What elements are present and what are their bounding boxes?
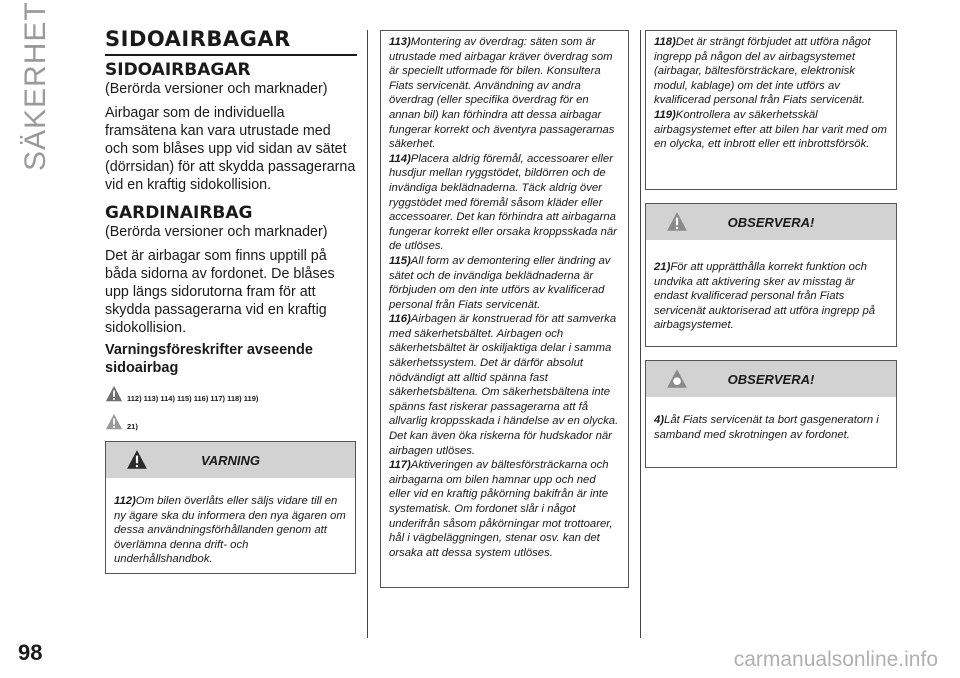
note-number: 118): [654, 36, 676, 48]
caution-box-header: [646, 361, 896, 397]
note-item: [646, 108, 896, 152]
affected-versions-2: (Berörda versioner och marknader): [105, 224, 328, 240]
caution-item: [646, 260, 896, 333]
column-divider: [367, 30, 368, 638]
note-text: Det är strängt förbjudet att utföra något ingrepp på någon del av airbagsystemet (airbagar, bältesförsträckare, elektronisk modul, kablage) om det inte utförs av kvalificerad personal från Fiats servicenät.: [654, 36, 871, 107]
note-text: Kontrollera av säkerhetsskäl airbagsystemet efter att bilen har varit med om en olycka, ett inbrott eller ett inbrottsförsök.: [654, 108, 887, 151]
curtain-airbag-paragraph: Det är airbagar som finns upptill på båda sidorna av fordonet. De blåses upp längs sidorutorna fram för att skydda passagerarna vid en kraftig sidokollision.: [105, 248, 335, 336]
note-item: [381, 312, 628, 458]
page-title: SIDOAIRBAGAR: [105, 28, 357, 56]
subtitle-curtain-airbag: GARDINAIRBAG: [105, 203, 253, 223]
section-label: [16, 1, 56, 171]
note-item: [646, 35, 896, 108]
note-item: [381, 152, 628, 254]
note-number: 119): [654, 108, 676, 121]
warning-item-text: Om bilen överlåts eller säljs vidare till en ny ägare ska du informera den nya ägaren om dessa användningsförhållanden genom att överlämna denna drift- och underhållshandbok.: [114, 495, 346, 566]
note-item: [381, 35, 628, 152]
note-number: 115): [389, 254, 411, 267]
caution-box-2: [645, 360, 897, 468]
warning-item-number: 112): [114, 495, 136, 507]
note-text: Montering av överdrag: säten som är utrustade med airbagar kräver överdrag som är speciellt utformade för bilen. Konsultera Fiats servicenät. Användning av andra överdrag (eller specifika överdrag för en annan bil) kan förhindra att dessa airbagar fungerar korrekt och äventyra passagerarnas säkerhet.: [389, 36, 615, 151]
warning-triangle-icon: [105, 385, 123, 403]
note-text: Airbagen är konstruerad för att samverka med säkerhetsbältet. Airbagen och säkerhetsbältet är oskiljaktiga delar i samma säkerhetssystem. Det är därför absolut nödvändigt att alltid spänna fast säkerhetsbältena. Om säkerhetsbältena inte spänns fast riskerar passagerarna att få allvarlig kroppsskada i händelse av en olycka. Det kan även öka riskerna för hudskador när airbagen utlöses.: [389, 313, 619, 457]
note-text: All form av demontering eller ändring av sätet och de invändiga beklädnaderna är förbjuden om den inte utförs av kvalificerad personal från Fiats servicenät.: [389, 254, 611, 311]
warning-continuation-box: [380, 30, 629, 588]
caution-item-number: 21): [654, 261, 671, 273]
warning-continuation-box-2: [645, 30, 897, 190]
caution-item-number: 4): [654, 414, 665, 426]
note-number: 114): [389, 152, 411, 165]
subtitle-side-airbags: SIDOAIRBAGAR: [105, 60, 251, 80]
caution-box-1: [645, 203, 897, 347]
affected-versions-1: (Berörda versioner och marknader): [105, 81, 328, 97]
warning-box: [105, 441, 356, 574]
note-number: 113): [389, 36, 411, 48]
column-1: [105, 28, 357, 461]
warning-box-title: VARNING: [201, 453, 260, 468]
caution-box-title: OBSERVERA!: [727, 215, 815, 230]
column-divider: [640, 30, 641, 638]
caution-item: [646, 413, 896, 442]
caution-triangle-icon: [105, 413, 123, 431]
reference-row-warning: [105, 383, 357, 405]
note-text: Aktiveringen av bältesförsträckarna och airbagarna om bilen hamnar upp och ned eller vid en kraftig påkörning bakifrån är inte systematisk. Om fordonet slår i något underifrån såsom påkörningar mot trottoarer, hål i vägbeläggningen, stenar osv. kan det orsaka att dessa system utlöses.: [389, 459, 613, 559]
reference-row-caution: [105, 411, 357, 433]
watermark: carmanualsonline.info: [733, 648, 938, 671]
note-item: [381, 254, 628, 312]
note-item: [381, 458, 628, 560]
side-airbag-paragraph: Airbagar som de individuella framsätena kan vara utrustade med och som blåses upp vid sidan av sätet (dörrsidan) för att skydda passagerarna vid en kraftig sidokollision.: [105, 105, 356, 193]
page-number: 98: [18, 640, 43, 665]
caution-box-header: [646, 204, 896, 240]
warning-box-header: [106, 442, 355, 478]
note-number: 116): [389, 313, 411, 326]
caution-item-text: Låt Fiats servicenät ta bort gasgeneratorn i samband med skrotningen av fordonet.: [654, 414, 879, 441]
section-label-text: SÄKERHET: [19, 1, 52, 171]
reference-list-caution: 21): [127, 421, 138, 431]
note-text: Placera aldrig föremål, accessoarer eller husdjur mellan ryggstödet, bildörren och de invändiga beklädnaderna. Täck aldrig över ryggstödet med föremål såsom kläder eller accessoarer. Det kan förhindra att airbagarna fungerar korrekt eller orsaka kroppsskada när de utlöses.: [389, 152, 617, 253]
warning-item: [106, 494, 355, 567]
warning-heading: Varningsföreskrifter avseende sidoairbag: [105, 342, 313, 376]
note-number: 117): [389, 459, 411, 472]
caution-item-text: För att upprätthålla korrekt funktion och undvika att aktivering sker av misstag är endast kvalificerad personal från Fiats servicenät auktoriserad att utföra ingrepp på airbagsystemet.: [654, 261, 876, 332]
caution-box-title: OBSERVERA!: [727, 372, 815, 387]
reference-list-warning: 112) 113) 114) 115) 116) 117) 118) 119): [127, 393, 259, 403]
